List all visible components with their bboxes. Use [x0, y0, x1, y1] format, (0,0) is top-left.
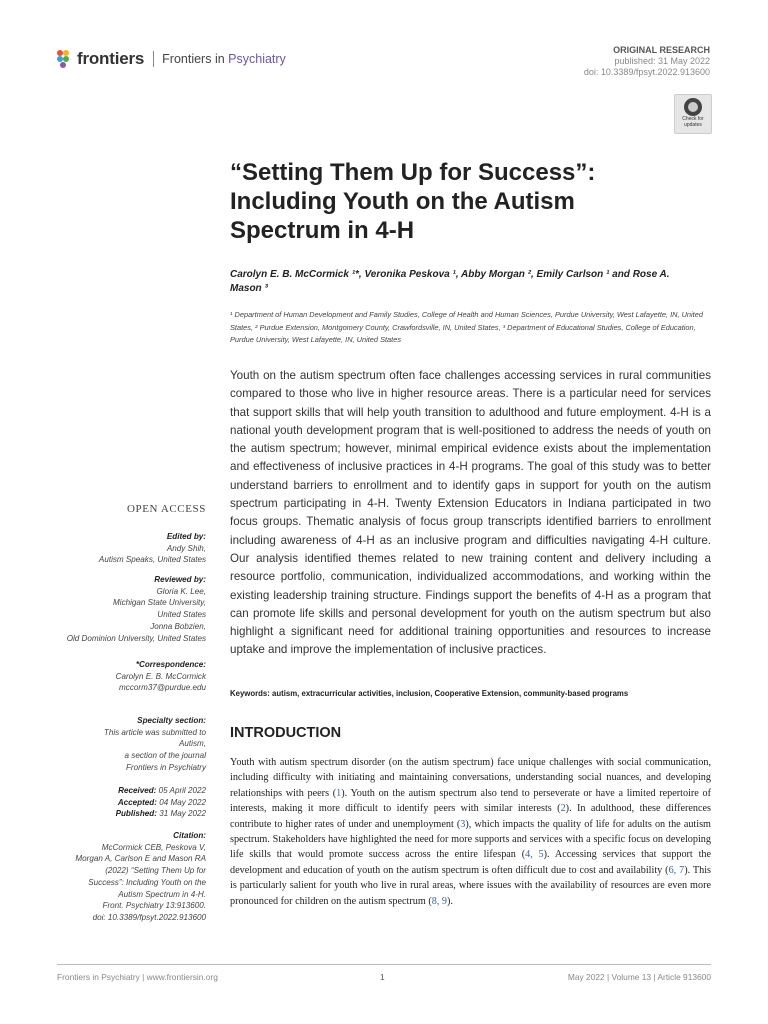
article-title: “Setting Them Up for Success”: Including Youth on the Autism Spectrum in 4-H	[230, 159, 596, 244]
check-updates-icon	[684, 98, 702, 116]
specialty-line: Autism,	[179, 739, 206, 749]
intro-text: ), which impacts the quality of life for adults on the autism spectrum. Stakeholders have highlighted the need for more supports and services with a specific focus on developing life skills that would promote success across the entire lifespan (	[230, 818, 711, 861]
published-date: published: 31 May 2022	[614, 56, 710, 66]
specialty-line: a section of the journal	[124, 751, 206, 761]
intro-text: ). Youth on the autism spectrum also tend to perseverate or have a limited repertoire of interests, making it more difficult to identify peers with similar interests (	[230, 787, 712, 815]
specialty-line: This article was submitted to	[103, 727, 206, 737]
doi[interactable]: doi: 10.3389/fpsyt.2022.913600	[583, 67, 710, 77]
page-number: 1	[380, 972, 385, 982]
footer-issue: May 2022 | Volume 13 | Article 913600	[567, 972, 711, 982]
reviewer-line: Michigan State University,	[113, 598, 206, 608]
correspondence	[116, 659, 206, 694]
specialty-section	[104, 715, 206, 774]
citation-line: Autism Spectrum in 4-H.	[118, 889, 206, 899]
intro-text: ). Accessing services that support the development and education of youth on the autism spectrum is often difficult due to cost and availability (	[230, 849, 712, 876]
check-updates-line-1: Check for	[682, 116, 704, 122]
intro-text: ). In adulthood, these differences contribute to higher rates of under and unemployment (	[230, 803, 711, 830]
abstract: Youth on the autism spectrum often face challenges accessing services in rural communities compared to those who live in higher resource areas. There is a particular need for services that support skills that will help youth transition to adulthood and future employment. 4-H is a national youth development program that is well-positioned to address the needs of youth on the autism spectrum; however, minimal empirical evidence exists about the implementation and effectiveness of inclusive practices in 4-H programs. The goal of this study was to better understand barriers to enrollment and to identify gaps in support for youth on the autism spectrum participating in 4-H. Twenty Extension Educators in Indiana participated in two focus groups. Thematic analysis of focus group transcripts identified barriers to enrollment including awareness of 4-H as an inclusive program and difficulties navigating 4-H culture. Our analysis identified themes related to new training content and delivery including a resource portfolio, communication, individualized accommodations, and working within the existing leadership training structure. Findings support the benefits of 4-H as a program that can promote life skills and personal development for youth on the autism spectrum but also highlight a significant need for additional training opportunities and resources to increase uptake and improve the implementation of inclusive practices.	[230, 369, 711, 657]
citation-line[interactable]: doi: 10.3389/fpsyt.2022.913600	[92, 912, 206, 922]
logo-divider	[153, 51, 154, 67]
citation-link[interactable]: 8, 9	[431, 895, 447, 907]
published-label: Published:	[115, 809, 157, 819]
open-access-label: OPEN ACCESS	[126, 503, 206, 515]
dates	[116, 785, 206, 820]
received-value: 05 April 2022	[156, 786, 206, 795]
correspondence-label: *Correspondence:	[135, 660, 206, 669]
accepted-date	[116, 797, 206, 809]
correspondence-name: Carolyn E. B. McCormick	[115, 671, 206, 681]
check-updates-line-2: updates	[684, 122, 702, 128]
citation-link[interactable]: 6, 7	[668, 864, 685, 876]
editor-name: Andy Shih,	[166, 543, 206, 553]
received-date	[116, 785, 206, 797]
correspondence-email[interactable]: mccorm37@purdue.edu	[119, 683, 206, 693]
citation-line: (2022) “Setting Them Up for	[105, 866, 206, 876]
reviewer-line: United States	[157, 610, 206, 620]
edited-by	[99, 531, 206, 566]
citation-link[interactable]: 3	[460, 818, 466, 830]
reviewed-by-label: Reviewed by:	[154, 575, 206, 584]
keywords: Keywords: autism, extracurricular activities, inclusion, Cooperative Extension, community-based programs	[230, 689, 629, 698]
edited-by-label: Edited by:	[166, 532, 206, 541]
reviewer-line: Old Dominion University, United States	[66, 633, 206, 643]
editor-affiliation: Autism Speaks, United States	[98, 555, 206, 565]
article-type: ORIGINAL RESEARCH	[613, 45, 710, 55]
footer-journal-link[interactable]: Frontiers in Psychiatry | www.frontiersin.org	[57, 972, 218, 982]
article-meta	[584, 45, 710, 78]
citation-link[interactable]: 1	[336, 787, 342, 799]
affiliations: ¹ Department of Human Development and Family Studies, College of Health and Human Sciences, Purdue University, West Lafayette, IN, United States, ² Purdue Extension, Montgomery County, Crawfordsville, IN, United States, ³ Department of Educational Studies, College of Education, Purdue University, West Lafayette, IN, United States	[230, 310, 703, 344]
footer-divider	[57, 964, 711, 965]
intro-text: ).	[447, 895, 453, 907]
received-label: Received:	[118, 786, 157, 795]
journal-name	[162, 52, 286, 66]
citation-line: Morgan A, Carlson E and Mason RA	[75, 854, 206, 864]
citation-line: Success”: Including Youth on the	[88, 877, 206, 887]
published-value: 31 May 2022	[156, 809, 206, 819]
accepted-label: Accepted:	[117, 797, 157, 807]
intro-text: Youth with autism spectrum disorder (on the autism spectrum) face unique challenges with social communication, including difficulty with initiating and maintaining conversations, understanding social nuances, and developing relationships with peers (	[230, 757, 711, 799]
logo-word: frontiers	[77, 49, 145, 68]
published-date-side	[116, 808, 206, 820]
check-for-updates-button[interactable]	[674, 94, 712, 134]
citation-link[interactable]: 4, 5	[525, 849, 544, 861]
citation	[75, 830, 206, 924]
author-list[interactable]: Carolyn E. B. McCormick ¹*, Veronika Peskova ¹, Abby Morgan ², Emily Carlson ¹ and Rose A. Mason ³	[230, 269, 670, 294]
frontiers-logo-icon	[57, 50, 73, 68]
citation-line: McCormick CEB, Peskova V,	[101, 842, 206, 852]
specialty-line: Frontiers in Psychiatry	[125, 762, 206, 772]
citation-label: Citation:	[173, 831, 206, 840]
introduction-paragraph	[230, 755, 711, 909]
section-heading-introduction: INTRODUCTION	[230, 725, 342, 741]
accepted-value: 04 May 2022	[156, 797, 206, 807]
citation-line: Front. Psychiatry 13:913600.	[102, 901, 206, 911]
reviewer-line: Jonna Bobzien,	[150, 621, 206, 631]
journal-logo[interactable]	[57, 47, 286, 71]
reviewer-line: Gloria K. Lee,	[156, 586, 206, 596]
specialty-label: Specialty section:	[137, 716, 206, 725]
reviewed-by	[67, 574, 206, 644]
journal-prefix: Frontiers in	[162, 52, 229, 66]
intro-text: ). This is particularly salient for youth who live in rural areas, where issues with the availability of resources are even more pronounced for children on the autism spectrum (	[230, 864, 711, 907]
journal-accent: Psychiatry	[228, 52, 286, 66]
citation-link[interactable]: 2	[560, 803, 566, 815]
